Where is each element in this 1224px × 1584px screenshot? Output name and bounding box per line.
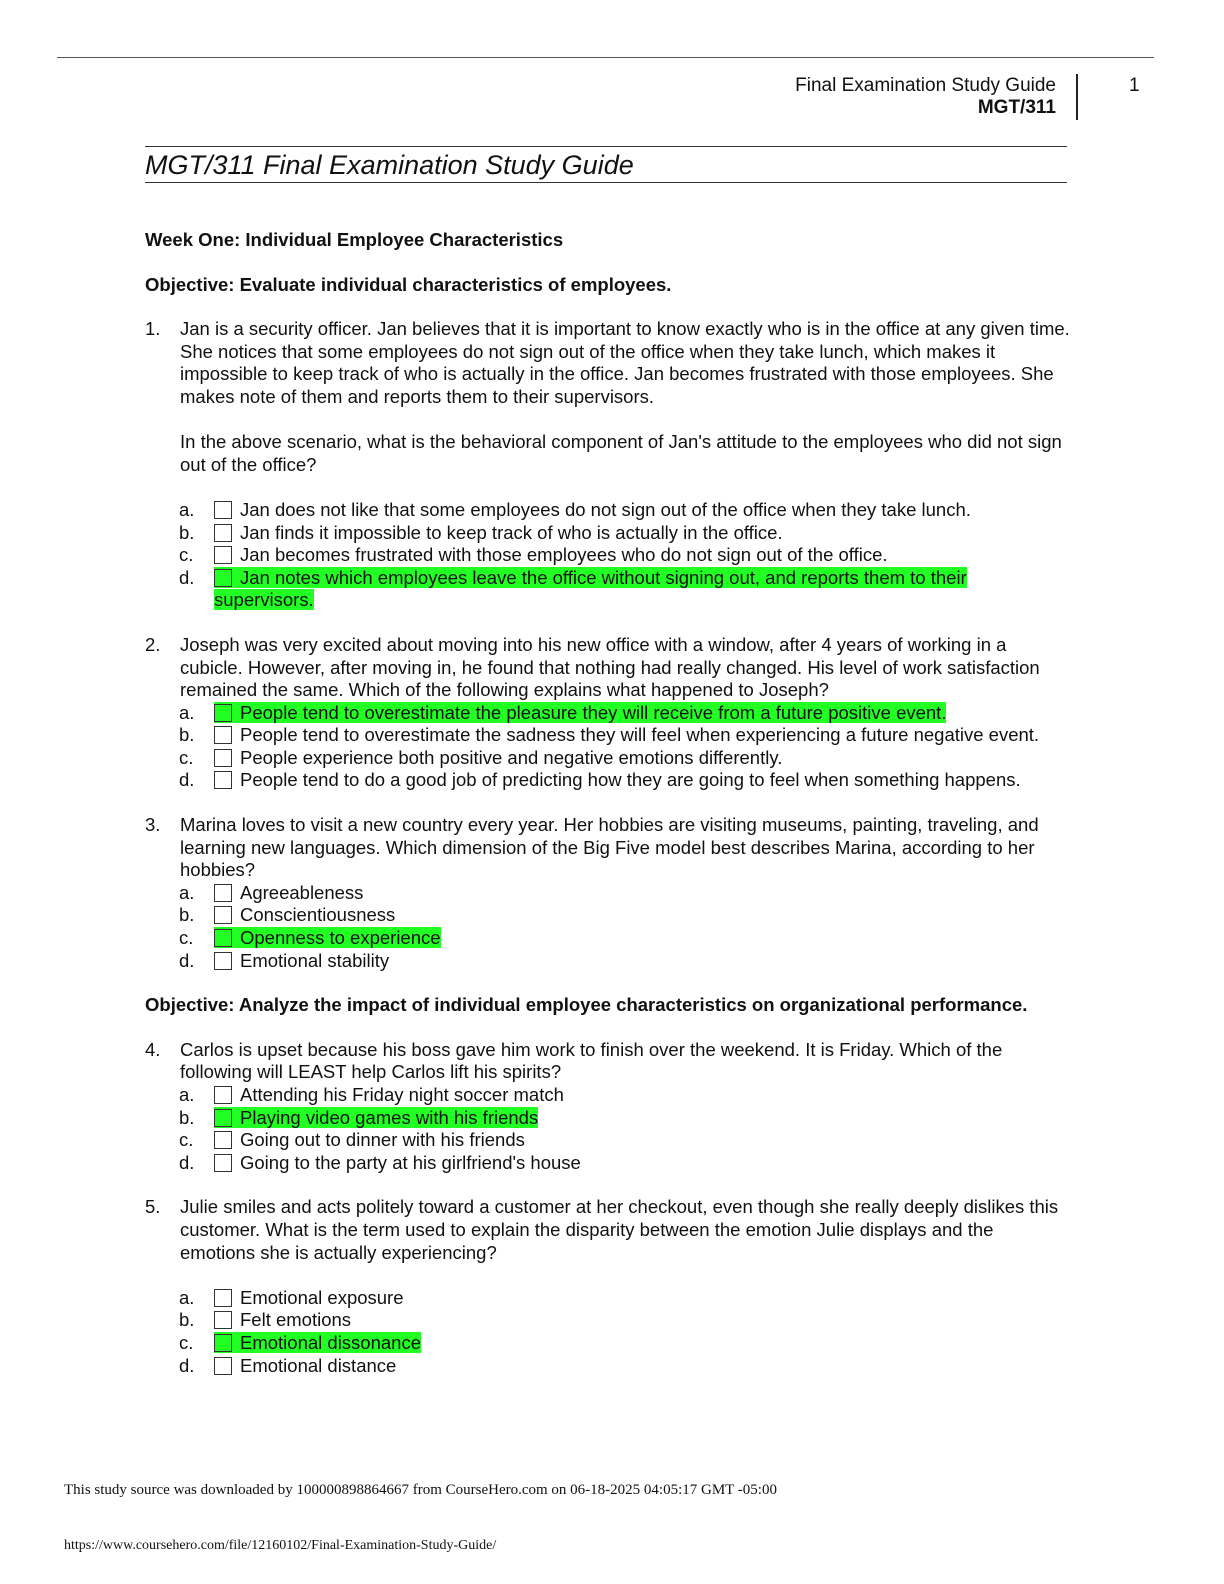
answer-option-correct bbox=[179, 567, 1070, 612]
option-text: People tend to overestimate the sadness they will feel when experiencing a future negative event. bbox=[240, 724, 1040, 746]
answer-option bbox=[179, 747, 1070, 770]
option-text: People tend to do a good job of predicting how they are going to feel when something happens. bbox=[240, 769, 1021, 791]
option-letter: b. bbox=[179, 904, 195, 926]
option-text-highlighted: Emotional dissonance bbox=[240, 1331, 421, 1353]
answer-option bbox=[179, 1355, 1070, 1378]
source-url[interactable]: https://www.coursehero.com/file/12160102/Final-Examination-Study-Guide/ bbox=[64, 1538, 497, 1553]
question-text: Carlos is upset because his boss gave him work to finish over the weekend. It is Friday. Which of the following will LEAST help Carlos lift his spirits? bbox=[180, 1038, 1003, 1083]
answer-option bbox=[179, 769, 1070, 792]
option-letter: c. bbox=[179, 927, 194, 949]
answer-options bbox=[180, 1084, 1070, 1174]
question-number: 4. bbox=[145, 1038, 161, 1060]
page-title: MGT/311 Final Examination Study Guide bbox=[145, 150, 634, 180]
answer-option bbox=[179, 544, 1070, 567]
answer-checkbox[interactable] bbox=[214, 704, 232, 722]
answer-options bbox=[180, 882, 1070, 972]
option-letter: b. bbox=[179, 1309, 195, 1331]
answer-option bbox=[179, 522, 1070, 545]
option-letter: d. bbox=[179, 769, 195, 791]
top-rule bbox=[57, 57, 1154, 58]
option-text: Jan finds it impossible to keep track of who is actually in the office. bbox=[240, 521, 783, 543]
question-text: Julie smiles and acts politely toward a customer at her checkout, even though she really deeply dislikes this customer. What is the term used to explain the disparity between the emotion Julie displays and the emotions she is actually experiencing? bbox=[180, 1196, 1059, 1263]
running-header bbox=[795, 75, 1056, 119]
question-text: Marina loves to visit a new country every year. Her hobbies are visiting museums, painting, traveling, and learning new languages. Which dimension of the Big Five model best describes Marina, according to her hobbies? bbox=[180, 814, 1039, 881]
answer-checkbox[interactable] bbox=[214, 1131, 232, 1149]
option-text: Going out to dinner with his friends bbox=[240, 1129, 525, 1151]
option-text: Felt emotions bbox=[240, 1309, 352, 1331]
objective-heading: Objective: Analyze the impact of individual employee characteristics on organizational performance. bbox=[145, 994, 1028, 1016]
question-2 bbox=[145, 634, 1070, 792]
answer-checkbox[interactable] bbox=[214, 546, 232, 564]
study-guide-content bbox=[145, 229, 1070, 1399]
option-text-highlighted: People tend to overestimate the pleasure they will receive from a future positive event. bbox=[240, 701, 947, 723]
answer-option bbox=[179, 724, 1070, 747]
option-letter: d. bbox=[179, 949, 195, 971]
answer-option-correct bbox=[179, 1107, 1070, 1130]
answer-checkbox[interactable] bbox=[214, 569, 232, 587]
answer-checkbox[interactable] bbox=[214, 771, 232, 789]
answer-options bbox=[180, 702, 1070, 792]
answer-option bbox=[179, 882, 1070, 905]
answer-checkbox[interactable] bbox=[214, 884, 232, 902]
option-letter: c. bbox=[179, 746, 194, 768]
header-divider bbox=[1076, 74, 1078, 120]
option-letter: b. bbox=[179, 724, 195, 746]
page-number: 1 bbox=[1129, 75, 1140, 96]
question-5 bbox=[145, 1196, 1070, 1377]
option-letter: c. bbox=[179, 544, 194, 566]
answer-checkbox[interactable] bbox=[214, 1334, 232, 1352]
option-letter: a. bbox=[179, 701, 195, 723]
answer-checkbox[interactable] bbox=[214, 929, 232, 947]
question-number: 3. bbox=[145, 814, 161, 836]
option-letter: b. bbox=[179, 1106, 195, 1128]
question-prompt: In the above scenario, what is the behavioral component of Jan's attitude to the employees who did not sign out of the office? bbox=[180, 431, 1062, 475]
option-text: Emotional stability bbox=[240, 949, 390, 971]
option-letter: c. bbox=[179, 1331, 194, 1353]
answer-checkbox[interactable] bbox=[214, 1086, 232, 1104]
answer-option-correct bbox=[179, 702, 1070, 725]
answer-option bbox=[179, 904, 1070, 927]
option-text: Attending his Friday night soccer match bbox=[240, 1084, 564, 1105]
header-doc-title: Final Examination Study Guide bbox=[795, 75, 1056, 96]
answer-option bbox=[179, 1084, 1070, 1107]
question-text: Jan is a security officer. Jan believes that it is important to know exactly who is in the office at any given time. She notices that some employees do not sign out of the office when they take lunch, which makes it impossible to keep track of who is actually in the office. Jan becomes frustrated with those employees. She makes note of them and reports them to their supervisors. bbox=[180, 318, 1070, 407]
option-letter: b. bbox=[179, 521, 195, 543]
title-rule-top bbox=[145, 146, 1067, 147]
answer-checkbox[interactable] bbox=[214, 501, 232, 519]
answer-checkbox[interactable] bbox=[214, 726, 232, 744]
answer-options bbox=[180, 499, 1070, 612]
option-letter: a. bbox=[179, 498, 195, 520]
answer-option bbox=[179, 1129, 1070, 1152]
option-text-highlighted: Jan notes which employees leave the office without signing out, and reports them to their supervisors. bbox=[214, 566, 967, 611]
answer-option-correct bbox=[179, 927, 1070, 950]
answer-checkbox[interactable] bbox=[214, 524, 232, 542]
option-letter: d. bbox=[179, 1354, 195, 1376]
option-letter: a. bbox=[179, 1084, 195, 1105]
answer-options bbox=[180, 1287, 1070, 1377]
week-heading: Week One: Individual Employee Characteristics bbox=[145, 229, 564, 250]
option-text: Agreeableness bbox=[240, 881, 364, 903]
option-letter: a. bbox=[179, 1286, 195, 1308]
objective-heading: Objective: Evaluate individual characteristics of employees. bbox=[145, 273, 672, 295]
question-4 bbox=[145, 1039, 1070, 1175]
option-text: Jan becomes frustrated with those employees who do not sign out of the office. bbox=[240, 544, 888, 566]
option-text: Conscientiousness bbox=[240, 904, 396, 926]
option-letter: d. bbox=[179, 1151, 195, 1173]
answer-option bbox=[179, 1152, 1070, 1175]
option-text-highlighted: Playing video games with his friends bbox=[240, 1106, 539, 1128]
answer-option bbox=[179, 499, 1070, 522]
option-letter: d. bbox=[179, 566, 195, 588]
answer-option-correct bbox=[179, 1332, 1070, 1355]
question-number: 2. bbox=[145, 633, 161, 655]
answer-checkbox[interactable] bbox=[214, 749, 232, 767]
answer-option bbox=[179, 1309, 1070, 1332]
question-number: 1. bbox=[145, 318, 161, 340]
answer-checkbox[interactable] bbox=[214, 1357, 232, 1375]
answer-checkbox[interactable] bbox=[214, 906, 232, 924]
source-note: This study source was downloaded by 100000898864667 from CourseHero.com on 06-18-2025 04:05:17 GMT -05:00 bbox=[64, 1482, 777, 1498]
question-number: 5. bbox=[145, 1196, 161, 1218]
title-rule-bottom bbox=[145, 182, 1067, 183]
option-text: Jan does not like that some employees do not sign out of the office when they take lunch. bbox=[240, 498, 971, 520]
answer-checkbox[interactable] bbox=[214, 1109, 232, 1127]
answer-option bbox=[179, 950, 1070, 973]
option-text: Going to the party at his girlfriend's house bbox=[240, 1151, 581, 1173]
option-letter: c. bbox=[179, 1129, 194, 1151]
header-course-code: MGT/311 bbox=[977, 97, 1056, 118]
option-text: Emotional exposure bbox=[240, 1286, 404, 1308]
question-1 bbox=[145, 318, 1070, 612]
answer-checkbox[interactable] bbox=[214, 952, 232, 970]
answer-checkbox[interactable] bbox=[214, 1311, 232, 1329]
option-text: Emotional distance bbox=[240, 1354, 397, 1376]
question-text: Joseph was very excited about moving into his new office with a window, after 4 years of working in a cubicle. However, after moving in, he found that nothing had really changed. His level of work satisfaction remained the same. Which of the following explains what happened to Joseph? bbox=[180, 633, 1040, 701]
answer-option bbox=[179, 1287, 1070, 1310]
answer-checkbox[interactable] bbox=[214, 1289, 232, 1307]
answer-checkbox[interactable] bbox=[214, 1154, 232, 1172]
question-3 bbox=[145, 814, 1070, 972]
option-text: People experience both positive and negative emotions differently. bbox=[240, 746, 783, 768]
option-text-highlighted: Openness to experience bbox=[240, 927, 441, 949]
option-letter: a. bbox=[179, 881, 195, 903]
